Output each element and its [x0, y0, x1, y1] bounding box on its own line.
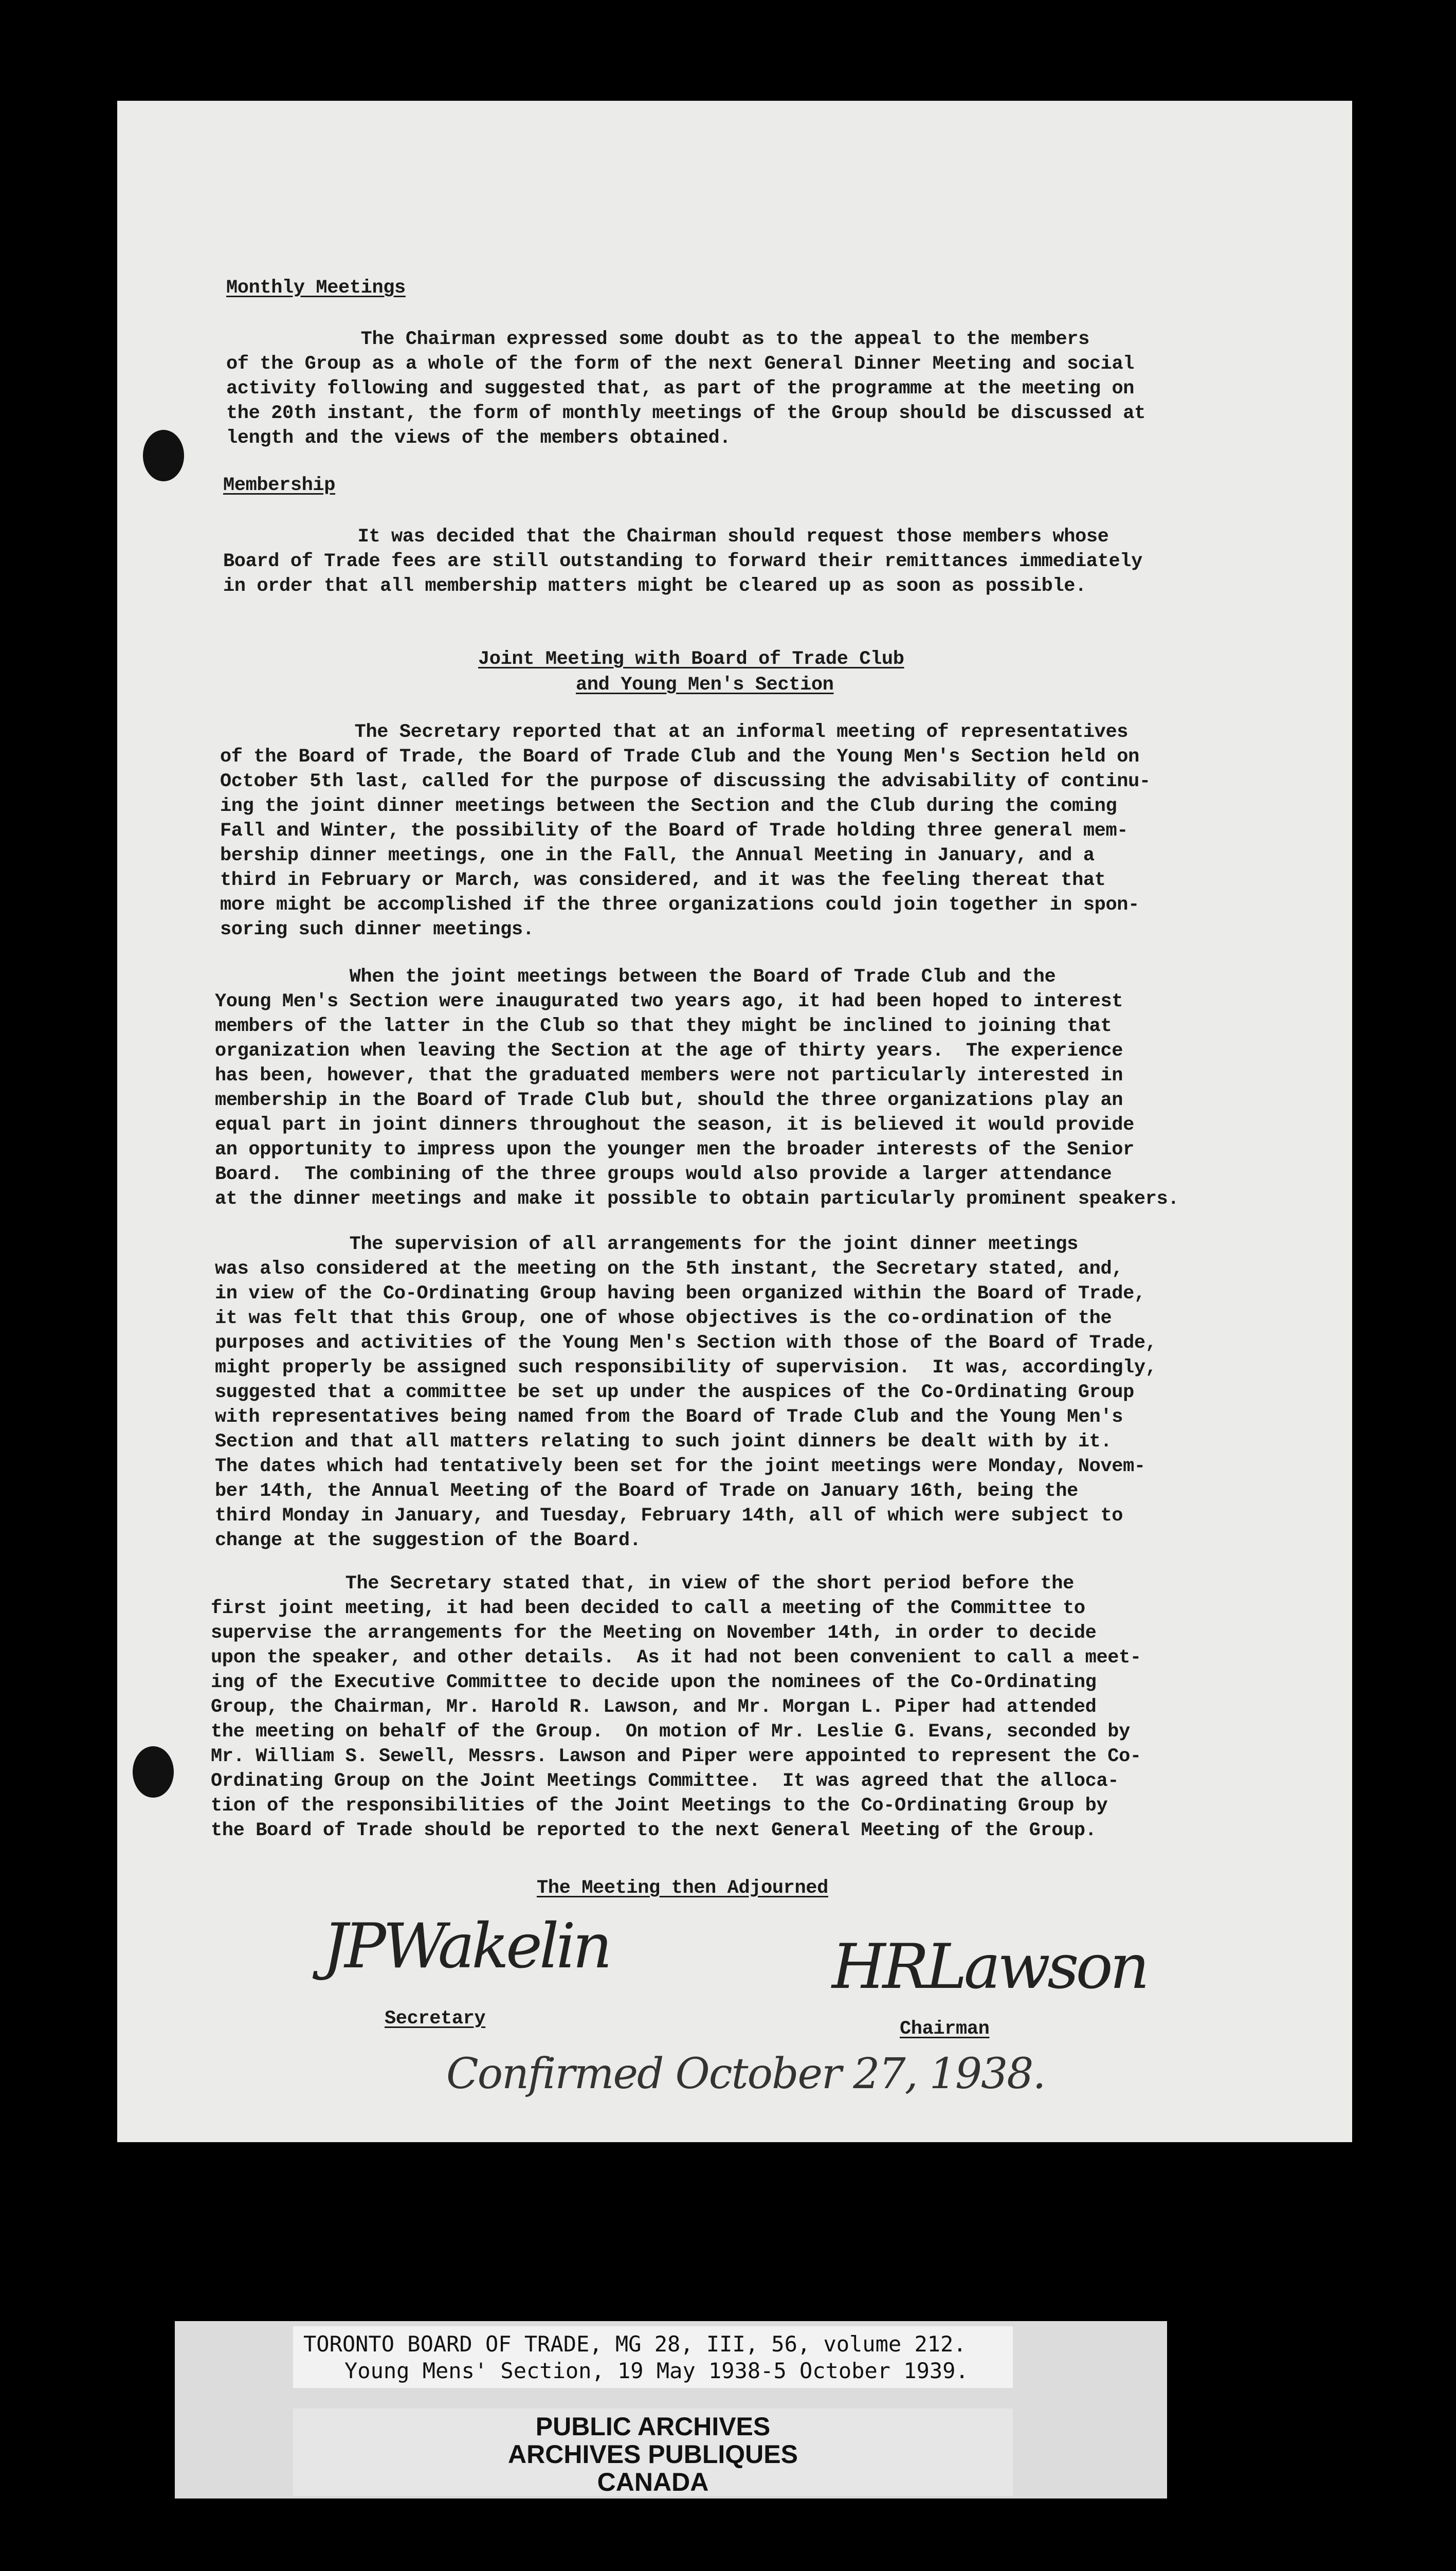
- archive-label: [175, 2321, 1167, 2498]
- archive-country: CANADA: [597, 2468, 709, 2496]
- confirmation-note: Confirmed October 27, 1938.: [446, 2050, 1045, 2098]
- document-page: [117, 101, 1352, 2142]
- archive-name-en: PUBLIC ARCHIVES: [535, 2412, 771, 2441]
- heading-joint-meeting-line2: and Young Men's Section: [576, 674, 834, 696]
- punch-hole: [143, 430, 184, 481]
- paragraph-joint-3: The supervision of all arrangements for the joint dinner meetings was also considered at the meeting on the 5th instant, the Secretary stated, and, in view of the Co-Ordinating Group having been organized within the Board of Trade, it was felt that this Group, one of whose objectives is the co-ordination of the purposes and activities of the Young Men's Section with those of the Board of Trade, might properly be assigned such responsibility of supervision. It was, accordingly, suggested that a committee be set up under the auspices of the Co-Ordinating Group with representatives being named from the Board of Trade Club and the Young Men's Section and that all matters relating to such joint dinners be dealt with by it. The dates which had tentatively been set for the joint meetings were Monday, Novem- ber 14th, the Annual Meeting of the Board of Trade on January 16th, being the third Monday in January, and Tuesday, February 14th, all of which were subject to change at the suggestion of the Board.: [215, 1234, 1157, 1551]
- archive-reference-line1: TORONTO BOARD OF TRADE, MG 28, III, 56, volume 212.: [303, 2331, 967, 2357]
- paragraph-joint-4: The Secretary stated that, in view of the short period before the first joint meeting, it had been decided to call a meeting of the Committee to supervise the arrangements for the Meeting on November 14th, in order to decide upon the speaker, and other details. As it had not been convenient to call a meet- ing of the Executive Committee to decide upon the nominees of the Co-Ordinating Group, the Chairman, Mr. Harold R. Lawson, and Mr. Morgan L. Piper had attended the meeting on behalf of the Group. On motion of Mr. Leslie G. Evans, seconded by Mr. William S. Sewell, Messrs. Lawson and Piper were appointed to represent the Co- Ordinating Group on the Joint Meetings Committee. It was agreed that the alloca- tion of the responsibilities of the Joint Meetings to the Co-Ordinating Group by the Board of Trade should be reported to the next General Meeting of the Group.: [211, 1573, 1141, 1841]
- secretary-label: Secretary: [385, 2008, 486, 2030]
- heading-monthly-meetings: Monthly Meetings: [226, 277, 406, 299]
- punch-hole: [133, 1746, 174, 1798]
- chairman-signature: HRLawson: [832, 1931, 1147, 2003]
- heading-joint-meeting-line1: Joint Meeting with Board of Trade Club: [478, 648, 904, 670]
- paragraph-membership: It was decided that the Chairman should request those members whose Board of Trade fees are still outstanding to forward their remittances immediately in order that all membership matters might be cleared up as soon as possible.: [223, 526, 1142, 597]
- paragraph-monthly-meetings: The Chairman expressed some doubt as to the appeal to the members of the Group as a whole of the form of the next General Dinner Meeting and social activity following and suggested that, as part of the programme at the meeting on the 20th instant, the form of monthly meetings of the Group should be discussed at length and the views of the members obtained.: [226, 329, 1145, 449]
- paragraph-joint-2: When the joint meetings between the Board of Trade Club and the Young Men's Section were inaugurated two years ago, it had been hoped to interest members of the latter in the Club so that they might be inclined to joining that organization when leaving the Section at the age of thirty years. The experience has been, however, that the graduated members were not particularly interested in membership in the Board of Trade Club but, should the three organizations play an equal part in joint dinners throughout the season, it is believed it would provide an opportunity to impress upon the younger men the broader interests of the Senior Board. The combining of the three groups would also provide a larger attendance at the dinner meetings and make it possible to obtain particularly prominent speakers.: [215, 966, 1179, 1210]
- archive-name-fr: ARCHIVES PUBLIQUES: [508, 2440, 798, 2469]
- paragraph-joint-1: The Secretary reported that at an informal meeting of representatives of the Board of Trade, the Board of Trade Club and the Young Men's Section held on October 5th last, called for the purpose of discussing the advisability of continu- ing the joint dinner meetings between the Section and the Club during the coming Fall and Winter, the possibility of the Board of Trade holding three general mem- bership dinner meetings, one in the Fall, the Annual Meeting in January, and a third in February or March, was considered, and it was the feeling thereat that more might be accomplished if the three organizations could join together in spon- soring such dinner meetings.: [220, 721, 1151, 940]
- archive-stamp: [293, 2409, 1013, 2496]
- adjourned-line: The Meeting then Adjourned: [537, 1877, 828, 1899]
- secretary-signature: JPWakelin: [323, 1911, 610, 1982]
- chairman-label: Chairman: [900, 2018, 990, 2040]
- heading-membership: Membership: [223, 475, 336, 496]
- archive-reference-box: [293, 2326, 1013, 2388]
- archive-reference-line2: Young Mens' Section, 19 May 1938-5 October 1939.: [344, 2358, 969, 2383]
